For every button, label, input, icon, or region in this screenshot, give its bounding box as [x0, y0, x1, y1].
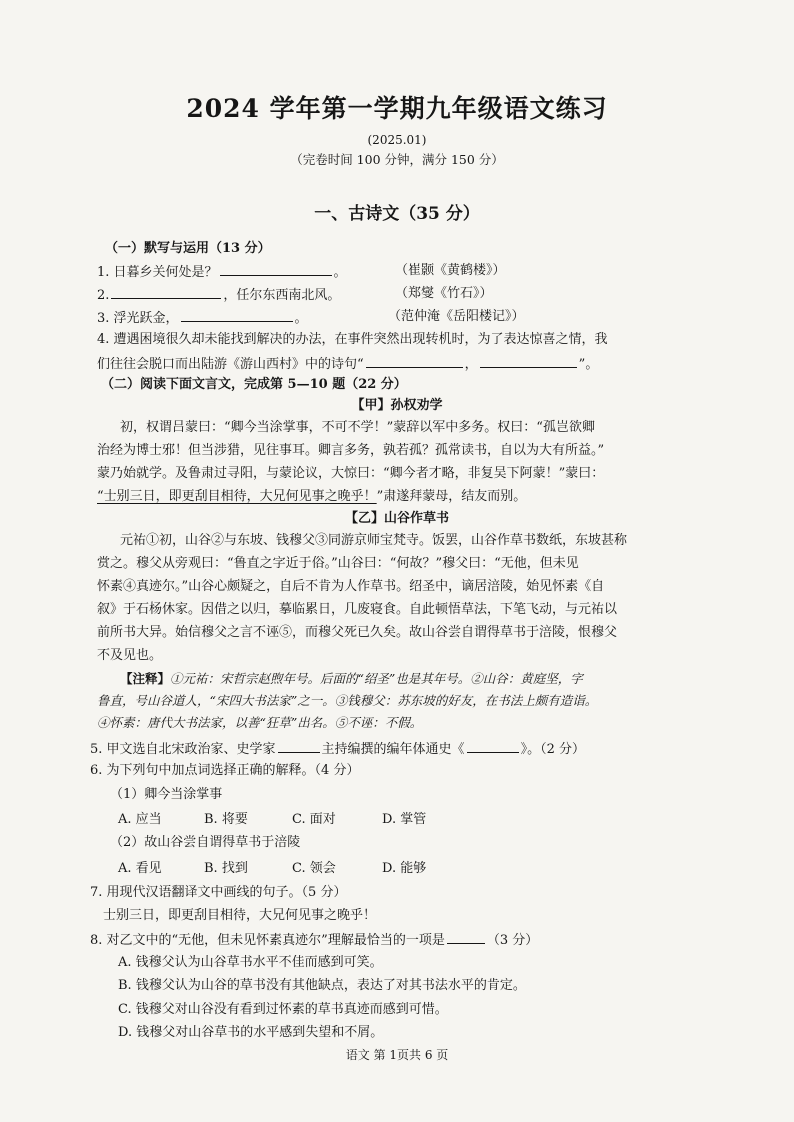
passage-a-line: [97, 488, 526, 506]
q4-end: ”。: [578, 357, 599, 372]
passage-a-line: 治经为博士邪！但当涉猎，见往事耳。卿言多务，孰若孤？孤常读书，自以为大有所益。”: [97, 443, 605, 458]
q7-sentence: 士别三日，即更刮目相待，大兄何见事之晚乎！: [103, 908, 377, 923]
passage-b-line: 怀素④真迹尔。”山谷心颇疑之，自后不肯为人作草书。绍圣中，谪居涪陵，始见怀素《自: [97, 579, 605, 594]
exam-date: (2025.01): [367, 133, 427, 147]
q5-mid: 主持编撰的编年体通史《: [321, 742, 465, 757]
notes-line: 鲁直，号山谷道人，“宋四大书法家”之一。③钱穆父：苏东坡的好友，在书法上颇有造诣。: [97, 693, 598, 708]
q6-option[interactable]: B. 找到: [204, 861, 248, 876]
notes-line: ④怀素：唐代大书法家，以善“狂草”出名。⑤不诬：不假。: [97, 715, 423, 730]
q1-end: 。: [333, 265, 347, 280]
question-3: [97, 308, 308, 328]
q5-end: 》。（2 分）: [520, 742, 585, 757]
q5-text: 5. 甲文选自北宋政治家、史学家: [90, 742, 276, 757]
passage-b-line: 赏之。穆父从旁观曰：“鲁直之字近于俗。”山谷曰：“何故？”穆父曰：“无他，但未见: [97, 556, 579, 571]
passage-a-end: ”肃遂拜蒙母，结友而别。: [376, 489, 527, 504]
q3-text: 3. 浮光跃金，: [97, 311, 179, 326]
passage-a-title: 【甲】孙权劝学: [351, 398, 443, 413]
notes-text: ①元祐：宋哲宗赵煦年号。后面的“绍圣”也是其年号。②山谷：黄庭坚，字: [170, 671, 583, 686]
passage-b-line: 前所书大异。始信穆父之言不诬⑤，而穆父死已久矣。故山谷尝自谓得草书于涪陵，恨穆父: [97, 625, 618, 640]
question-4-line1: 4. 遭遇困境很久却未能找到解决的办法，在事件突然出现转机时，为了表达惊喜之情，我: [97, 332, 608, 347]
page-title: 2024 学年第一学期九年级语文练习: [186, 94, 608, 123]
section-title: 一、古诗文（35 分）: [314, 204, 480, 224]
question-8: [90, 930, 538, 950]
exam-info: （完卷时间 100 分钟，满分 150 分）: [290, 152, 504, 167]
answer-blank[interactable]: [278, 739, 320, 753]
q2-num: 2.: [97, 288, 110, 303]
answer-blank[interactable]: [480, 354, 577, 368]
passage-a-line: 蒙乃始就学。及鲁肃过寻阳，与蒙论议，大惊曰：“卿今者才略，非复吴下阿蒙！”蒙曰：: [97, 466, 605, 481]
q6-option[interactable]: A. 看见: [118, 861, 162, 876]
answer-blank[interactable]: [467, 739, 519, 753]
passage-b-line: 叙》于石杨休家。因借之以归，摹临累日，几废寝食。自此顿悟草法，下笔飞动，与元祐以: [97, 602, 618, 617]
q1-source: （崔颢《黄鹤楼》）: [395, 263, 506, 278]
q6-sub1: （1）卿今当涂掌事: [110, 787, 223, 802]
q8-option[interactable]: C. 钱穆父对山谷没有看到过怀素的草书真迹而感到可惜。: [118, 1002, 448, 1017]
q3-end: 。: [294, 311, 308, 326]
answer-blank[interactable]: [181, 308, 293, 322]
underlined-sentence: “士别三日，即更刮目相待，大兄何见事之晚乎！: [97, 489, 377, 504]
question-2: [97, 285, 340, 305]
q6-option[interactable]: C. 面对: [292, 812, 336, 827]
q6-option[interactable]: D. 掌管: [382, 812, 427, 827]
question-5: [90, 739, 585, 759]
answer-blank[interactable]: [111, 285, 221, 299]
q8-end: （3 分）: [486, 933, 539, 948]
q2-text: ，任尔东西南北风。: [223, 288, 341, 303]
passage-b-title: 【乙】山谷作草书: [344, 511, 449, 526]
part2-title: （二）阅读下面文言文，完成第 5—10 题（22 分）: [101, 377, 407, 392]
passage-b-line: 不及见也。: [97, 648, 163, 663]
notes-label: 【注释】: [120, 671, 171, 686]
page-footer: 语文 第 1页共 6 页: [345, 1048, 449, 1062]
q8-option[interactable]: D. 钱穆父对山谷草书的水平感到失望和不屑。: [118, 1025, 384, 1040]
part1-title: （一）默写与运用（13 分）: [105, 241, 271, 256]
notes-line: [120, 670, 583, 688]
q2-source: （郑燮《竹石》）: [395, 286, 493, 301]
q3-source: （范仲淹《岳阳楼记》）: [388, 309, 525, 324]
q4-text: 们往往会脱口而出陆游《游山西村》中的诗句“: [97, 357, 364, 372]
question-7: 7. 用现代汉语翻译文中画线的句子。（5 分）: [90, 885, 347, 900]
question-4-line2: [97, 354, 598, 374]
q8-option[interactable]: A. 钱穆父认为山谷草书水平不佳而感到可笑。: [118, 955, 383, 970]
passage-b-line: 元祐①初，山谷②与东坡、钱穆父③同游京师宝梵寺。饭罢，山谷作草书数纸，东坡甚称: [120, 533, 628, 548]
q4-comma: ，: [464, 357, 478, 372]
answer-blank[interactable]: [220, 262, 332, 276]
answer-blank[interactable]: [447, 930, 485, 944]
q6-option[interactable]: A. 应当: [118, 812, 162, 827]
q6-option[interactable]: D. 能够: [382, 861, 427, 876]
q8-text: 8. 对乙文中的“无他，但未见怀素真迹尔”理解最恰当的一项是: [90, 933, 445, 948]
q6-option[interactable]: B. 将要: [204, 812, 248, 827]
answer-blank[interactable]: [366, 354, 463, 368]
question-6: 6. 为下列句中加点词选择正确的解释。（4 分）: [90, 763, 360, 778]
passage-a-line: 初，权谓吕蒙曰：“卿今当涂掌事，不可不学！”蒙辞以军中多务。权曰：“孤岂欲卿: [120, 420, 595, 435]
q1-text: 1. 日暮乡关何处是？: [97, 265, 218, 280]
q6-option[interactable]: C. 领会: [292, 861, 336, 876]
q8-option[interactable]: B. 钱穆父认为山谷的草书没有其他缺点，表达了对其书法水平的肯定。: [118, 978, 526, 993]
q6-sub2: （2）故山谷尝自谓得草书于涪陵: [110, 835, 301, 850]
question-1: [97, 262, 347, 282]
